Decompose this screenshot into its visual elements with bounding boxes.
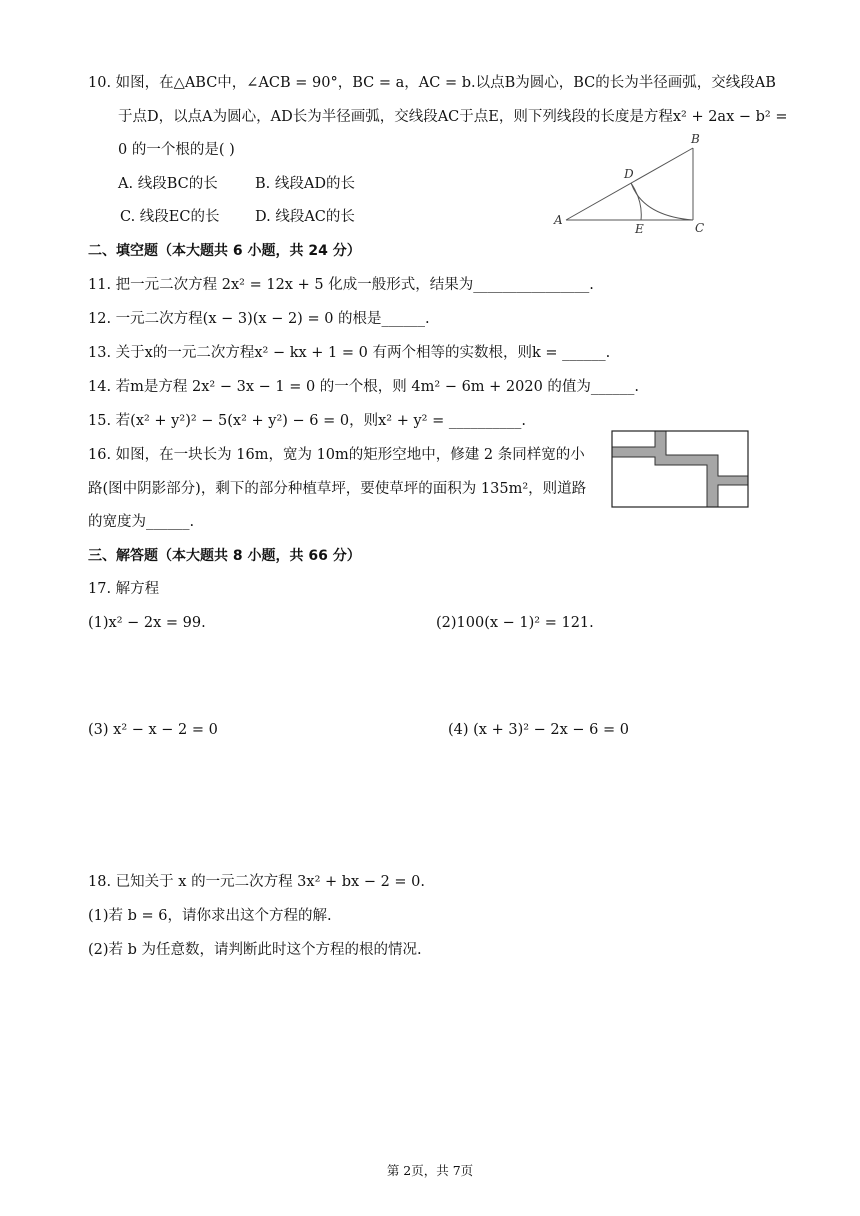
q13: 13. 关于x的一元二次方程x² − kx + 1 = 0 有两个相等的实数根，则k = ______. (88, 345, 611, 361)
label-b: B (691, 132, 700, 146)
q17-title: 17. 解方程 (88, 581, 160, 597)
field-rectangle (612, 431, 748, 507)
q10-line3: 0 的一个根的是( ) (118, 142, 235, 158)
q10-line2: 于点D，以点A为圆心，AD长为半径画弧，交线段AC于点E，则下列线段的长度是方程x² + 2ax − b² = (118, 109, 788, 125)
q10-line1: 10. 如图，在△ABC中，∠ACB = 90°，BC = a，AC = b.以点B为圆心，BC的长为半径画弧，交线段AB (88, 75, 776, 91)
path-horizontal (612, 431, 748, 507)
q18-part1: (1)若 b = 6，请你求出这个方程的解. (88, 908, 332, 924)
q17-part1: (1)x² − 2x = 99. (88, 615, 206, 631)
q17-part4: (4) (x + 3)² − 2x − 6 = 0 (448, 722, 630, 738)
label-a: A (554, 213, 563, 227)
q10-option-b: B. 线段AD的长 (255, 176, 355, 192)
q15: 15. 若(x² + y²)² − 5(x² + y²) − 6 = 0，则x² + y² = __________. (88, 413, 526, 429)
arc-from-a (631, 183, 641, 220)
triangle-figure (548, 128, 718, 238)
label-c: C (695, 221, 705, 235)
q17-part2: (2)100(x − 1)² = 121. (436, 615, 594, 631)
q17-part3: (3) x² − x − 2 = 0 (88, 722, 218, 738)
q18-title: 18. 已知关于 x 的一元二次方程 3x² + bx − 2 = 0. (88, 874, 426, 890)
page-footer: 第 2页，共 7页 (386, 1163, 474, 1178)
section3-heading: 三、解答题（本大题共 8 小题，共 66 分） (88, 548, 361, 564)
q12: 12. 一元二次方程(x − 3)(x − 2) = 0 的根是______. (88, 311, 430, 327)
q18-part2: (2)若 b 为任意数，请判断此时这个方程的根的情况. (88, 942, 422, 958)
q16-line2: 路(图中阴影部分)，剩下的部分种植草坪，要使草坪的面积为 135m²，则道路 (88, 481, 587, 497)
q10-option-d: D. 线段AC的长 (255, 209, 355, 225)
segment-ab (566, 148, 693, 220)
q10-option-a: A. 线段BC的长 (118, 176, 218, 192)
q16-line1: 16. 如图，在一块长为 16m，宽为 10m的矩形空地中，修建 2 条同样宽的小 (88, 447, 585, 463)
label-e: E (635, 222, 644, 236)
q11: 11. 把一元二次方程 2x² = 12x + 5 化成一般形式，结果为________________. (88, 277, 594, 293)
field-figure (611, 430, 749, 508)
label-d: D (624, 167, 634, 181)
section2-heading: 二、填空题（本大题共 6 小题，共 24 分） (88, 243, 361, 259)
q10-option-c: C. 线段EC的长 (120, 209, 220, 225)
q14: 14. 若m是方程 2x² − 3x − 1 = 0 的一个根，则 4m² − 6m + 2020 的值为______. (88, 379, 640, 395)
q16-line3: 的宽度为______. (88, 514, 195, 530)
arc-from-b (631, 183, 693, 220)
